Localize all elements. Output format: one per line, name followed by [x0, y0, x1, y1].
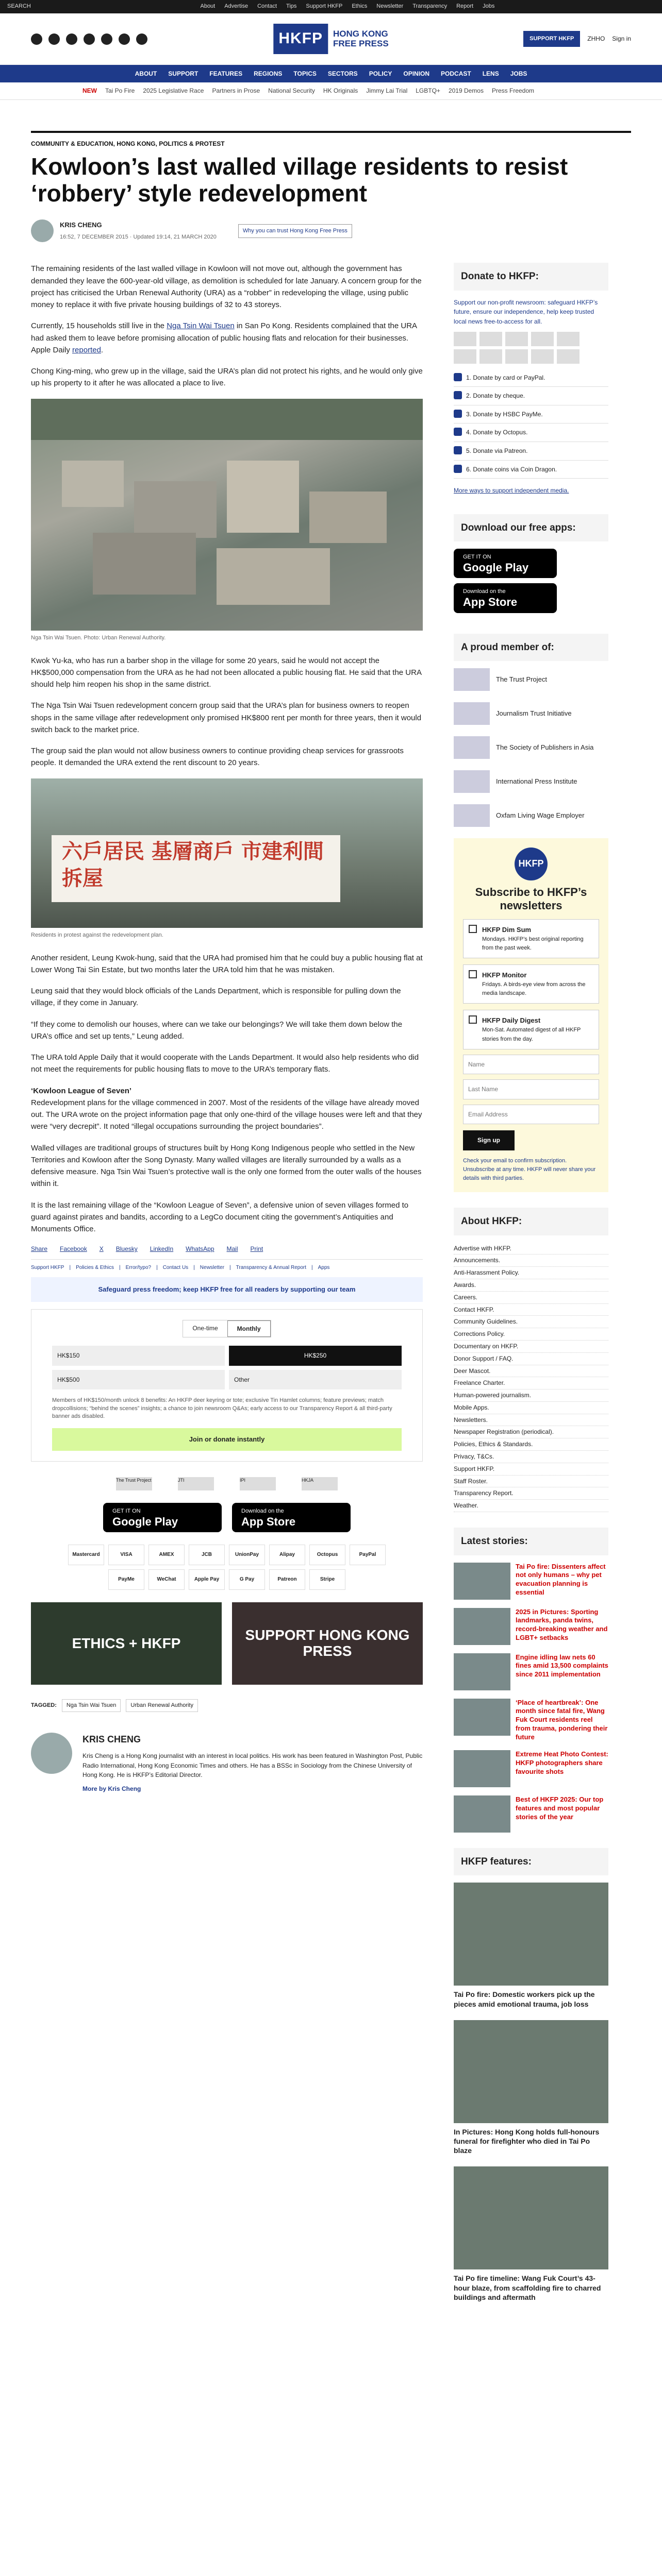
about-link[interactable]: Newspaper Registration (periodical).: [454, 1426, 608, 1438]
paragraph: “If they come to demolish our houses, where can we take our belongings? We will take them down below the URA’s office and set up tents,” Leung added.: [31, 1020, 403, 1041]
author-photo: [31, 1733, 72, 1774]
donate-method[interactable]: 3. Donate by HSBC PayMe.: [454, 405, 608, 424]
donate-method[interactable]: 1. Donate by card or PayPal.: [454, 369, 608, 387]
email-input[interactable]: Email Address: [463, 1105, 599, 1125]
story-title[interactable]: Engine idling law nets 60 fines amid 13,500 complaints since 2011 implementation: [516, 1653, 608, 1679]
footer-links: Support HKFP | Policies & Ethics | Error/typo? | Contact Us | Newsletter | Transparency & Annual Report | Apps: [31, 1259, 423, 1272]
village-aerial-photo: [31, 399, 423, 631]
newsletter-option[interactable]: HKFP Daily Digest Mon-Sat. Automated digest of all HKFP stories from the day.: [463, 1010, 599, 1049]
last-name-input[interactable]: Last Name: [463, 1079, 599, 1099]
newsletter-signup: [454, 838, 608, 1192]
share-x[interactable]: X: [99, 1245, 104, 1253]
paragraph: The Nga Tsin Wai Tsuen redevelopment concern group said that the URA’s plan for business owners to reopen shops in the same village after redevelopment only promised HK$800 rent per month for three years, then it would switch back to the market price.: [31, 701, 422, 734]
gpay-icon[interactable]: G Pay: [229, 1569, 265, 1590]
about-link[interactable]: Privacy, T&Cs.: [454, 1451, 608, 1463]
nav-item[interactable]: POLICY: [369, 70, 392, 77]
promo-banners: [31, 1602, 423, 1685]
member-benefits-text: Members of HK$150/month unlock 8 benefits: An HKFP deer keyring or tote; exclusive Tin Hamlet columns; feature previews; match dropcollisions; “behind the scenes” insights; a chance to join newsroom Q&As; early access to our Transparency Report & all third-party banner ads disabled.: [52, 1397, 392, 1420]
paragraph: Redevelopment plans for the village commenced in 2007. Most of the residents of the village have already moved out. The URA wrote on the project information page that only one-third of the village houses were left and that they were “very decrepit”. It noted “illegal occupations surrounding the project boundaries”.: [31, 1098, 422, 1131]
about-link[interactable]: Anti-Harassment Policy.: [454, 1267, 608, 1279]
nav-item[interactable]: SUPPORT: [168, 70, 198, 77]
newsletter-option[interactable]: HKFP Dim Sum Mondays. HKFP’s best original reporting from the past week.: [463, 919, 599, 958]
features-list: [454, 1883, 608, 2302]
trending-label: NEW: [82, 87, 97, 95]
card-icon[interactable]: [505, 332, 528, 346]
article-title: Kowloon’s last walled village residents to resist ‘robbery’ style redevelopment: [31, 152, 568, 207]
card-icon[interactable]: [531, 349, 554, 364]
octopus-icon[interactable]: Octopus: [309, 1545, 345, 1565]
protest-photo: [31, 778, 423, 928]
card-icon[interactable]: [531, 332, 554, 346]
nav-item[interactable]: PODCAST: [441, 70, 471, 77]
footer-link[interactable]: Policies & Ethics: [76, 1265, 114, 1271]
x-icon[interactable]: [48, 33, 60, 45]
jcb-icon[interactable]: JCB: [189, 1545, 225, 1565]
amount-option-selected[interactable]: HK$250: [229, 1346, 402, 1366]
about-link[interactable]: Mobile Apps.: [454, 1402, 608, 1414]
newsletter-option[interactable]: HKFP Monitor Fridays. A birds-eye view from across the media landscape.: [463, 964, 599, 1004]
share-bluesky[interactable]: Bluesky: [115, 1245, 138, 1253]
inline-link[interactable]: reported: [72, 345, 101, 354]
village-rooftops: [31, 399, 423, 631]
paragraph: The remaining residents of the last walled village in Kowloon will not move out, although the government has demanded they leave the 600-year-old village, as demolition is scheduled for late January. A concern group for the project has criticised the Urban Renewal Authority (URA) as a “robber” in redeveloping the village, using public money to replace it with five private housing buildings of 32 to 43 storeys.: [31, 264, 422, 310]
monthly-tab[interactable]: Monthly: [227, 1320, 271, 1337]
octopus-method-icon: [454, 428, 462, 436]
feature-title[interactable]: Tai Po fire: Domestic workers pick up the pieces amid emotional trauma, job loss: [454, 1990, 595, 2008]
trending-item[interactable]: Partners in Prose: [212, 87, 260, 95]
feature-image: [454, 2020, 608, 2123]
story-title[interactable]: Best of HKFP 2025: Our top features and most popular stories of the year: [516, 1795, 604, 1821]
trending-item[interactable]: Jimmy Lai Trial: [366, 87, 408, 95]
about-link[interactable]: Deer Mascot.: [454, 1365, 608, 1378]
share-linkedin[interactable]: LinkedIn: [150, 1245, 174, 1253]
trust-project-logo[interactable]: The Trust Project: [116, 1477, 152, 1490]
share-label: Share: [31, 1245, 48, 1253]
about-list: [454, 1243, 608, 1513]
main-nav: [0, 65, 662, 82]
story-thumbnail: [454, 1563, 510, 1600]
story-thumbnail: [454, 1750, 510, 1787]
about-link[interactable]: Support HKFP.: [454, 1463, 608, 1476]
visa-icon[interactable]: VISA: [108, 1545, 144, 1565]
feature-title[interactable]: Tai Po fire timeline: Wang Fuk Court’s 43-hour blaze, from scaffolding fire to charred buildings and aftermath: [454, 2274, 601, 2301]
tags: TAGGED: Nga Tsin Wai Tsuen Urban Renewal Authority: [31, 1699, 423, 1712]
paragraph: Leung said that they would block officials of the Lands Department, which is responsible for pulling down the village, if they come in January.: [31, 987, 401, 1008]
first-name-input[interactable]: Name: [463, 1055, 599, 1075]
onetime-tab[interactable]: One-time: [192, 1324, 218, 1332]
article-body: [31, 263, 423, 2313]
about-link[interactable]: Newsletters.: [454, 1414, 608, 1427]
card-icon[interactable]: [479, 349, 502, 364]
linkedin-icon[interactable]: [101, 33, 112, 45]
jti-logo[interactable]: JTI: [178, 1477, 214, 1490]
about-link[interactable]: Corrections Policy.: [454, 1328, 608, 1341]
card-icon[interactable]: [479, 332, 502, 346]
about-link[interactable]: Donor Support / FAQ.: [454, 1353, 608, 1365]
donate-intro[interactable]: Support our non-profit newsroom: safeguard HKFP’s future, ensure our independence, help keep trusted local news free-to-access for all.: [454, 298, 598, 325]
nav-item[interactable]: ABOUT: [135, 70, 157, 77]
paragraph: Chong King-ming, who grew up in the village, said the URA’s plan did not protect his rights, and he would only give up his property to it after he was allocated a place to live.: [31, 367, 423, 388]
ipi-logo[interactable]: IPI: [240, 1477, 276, 1490]
trending-item[interactable]: 2025 Legislative Race: [143, 87, 204, 95]
paragraph: The group said the plan would not allow business owners to continue providing cheap services for grassroots people. It demanded the URA extend the rent discount to 20 years.: [31, 747, 404, 768]
trending-item[interactable]: 2019 Demos: [448, 87, 484, 95]
alipay-icon[interactable]: Alipay: [269, 1545, 305, 1565]
feature-story[interactable]: [454, 1883, 608, 2008]
top-utility-bar: [0, 0, 662, 13]
wechat-icon[interactable]: WeChat: [148, 1569, 185, 1590]
util-link[interactable]: Jobs: [483, 3, 495, 10]
card-icon[interactable]: [505, 349, 528, 364]
trending-item[interactable]: National Security: [268, 87, 315, 95]
whatsapp-icon[interactable]: [119, 33, 130, 45]
story-thumbnail: [454, 1653, 510, 1690]
patreon-icon[interactable]: Patreon: [269, 1569, 305, 1590]
footer-link[interactable]: Error/typo?: [125, 1265, 152, 1271]
app-store-button[interactable]: Download on the App Store: [454, 583, 557, 613]
card-icon[interactable]: [557, 332, 580, 346]
inline-link[interactable]: Nga Tsin Wai Tsuen: [167, 321, 235, 331]
latest-story[interactable]: [454, 1750, 608, 1787]
checkbox: [469, 1015, 477, 1024]
unionpay-icon[interactable]: UnionPay: [229, 1545, 265, 1565]
about-link[interactable]: Announcements.: [454, 1255, 608, 1267]
nav-item[interactable]: JOBS: [510, 70, 527, 77]
util-link[interactable]: Tips: [286, 3, 297, 10]
social-icons: [31, 33, 147, 45]
nav-item[interactable]: REGIONS: [254, 70, 283, 77]
hkja-logo[interactable]: HKJA: [302, 1477, 338, 1490]
card-icon[interactable]: [454, 349, 476, 364]
protest-banner: 六戶居民 基層商戶 市建利間 拆屋: [52, 835, 340, 902]
card-icon[interactable]: [454, 332, 476, 346]
paragraph: Walled villages are traditional groups of structures built by Hong Kong Indigenous people who settled in the New Territories and Kowloon after the Song Dynasty. Many walled villages are literally surrounded by a walls as a defensive measure. Nga Tsin Wai Tsuen’s protective wall is the only one formed from the outer walls of the houses within it.: [31, 1143, 422, 1189]
support-promo[interactable]: SUPPORT HONG KONG PRESS: [232, 1602, 423, 1685]
donation-widget: [31, 1309, 423, 1462]
story-title[interactable]: Tai Po fire: Dissenters affect not only humans – why pet evacuation planning is essential: [516, 1562, 606, 1597]
author-box: [31, 1733, 423, 1793]
app-store-buttons: [31, 1503, 423, 1532]
tag[interactable]: Nga Tsin Wai Tsuen: [62, 1699, 121, 1712]
about-link[interactable]: Contact HKFP.: [454, 1304, 608, 1316]
footer-link[interactable]: Transparency & Annual Report: [236, 1265, 307, 1271]
member-logo[interactable]: The Society of Publishers in Asia: [454, 736, 608, 759]
amount-other[interactable]: Other: [229, 1370, 402, 1390]
more-by-author-link[interactable]: More by Kris Cheng: [82, 1785, 141, 1792]
youtube-icon[interactable]: [84, 33, 95, 45]
member-logo[interactable]: International Press Institute: [454, 770, 608, 793]
latest-story[interactable]: [454, 1563, 608, 1600]
paragraph: The URA told Apple Daily that it would cooperate with the Lands Department. It would also help residents who did not meet the requirements for public housing flats to move to the URA’s temporary flats.: [31, 1053, 419, 1074]
ethics-promo[interactable]: ETHICS + HKFP: [31, 1602, 222, 1685]
util-link[interactable]: Support HKFP: [306, 3, 343, 10]
title-rule: [31, 131, 631, 133]
story-title[interactable]: ‘Place of heartbreak’: One month since fatal fire, Wang Fuk Court residents reel from trauma, pondering their future: [516, 1698, 608, 1741]
util-link[interactable]: Newsletter: [376, 3, 404, 10]
article-categories[interactable]: COMMUNITY & EDUCATION, HONG KONG, POLITICS & PROTEST: [31, 140, 225, 147]
author-bio: Kris Cheng is a Hong Kong journalist with an interest in local politics. His work has been featured in Washington Post, Public Radio International, Hong Kong Economic Times and others. He has a BSSc in Sociology from the Chinese University of Hong Kong. He is HKFP’s Editorial Director.: [82, 1752, 423, 1779]
feature-story[interactable]: [454, 2020, 608, 2156]
amount-option[interactable]: HK$500: [52, 1370, 225, 1390]
latest-story[interactable]: [454, 1699, 608, 1742]
payme-method-icon: [454, 410, 462, 418]
footer-link[interactable]: Newsletter: [200, 1265, 225, 1271]
footer-link[interactable]: Contact Us: [162, 1265, 189, 1271]
paypal-icon[interactable]: PayPal: [350, 1545, 386, 1565]
paragraph: Currently, 15 households still live in the Nga Tsin Wai Tsuen in San Po Kong. Residents complained that the URA had asked them to leave before promising allocation of public housing flats and relocation for their businesses. Apple Daily reported.: [31, 321, 417, 354]
author-name[interactable]: KRIS CHENG: [60, 221, 102, 229]
about-link[interactable]: Careers.: [454, 1292, 608, 1304]
story-title[interactable]: Extreme Heat Photo Contest: HKFP photographers share favourite shots: [516, 1750, 608, 1775]
about-link[interactable]: Human-powered journalism.: [454, 1389, 608, 1402]
search-link[interactable]: SEARCH: [7, 3, 31, 10]
share-bar: [31, 1244, 423, 1254]
trending-item[interactable]: Press Freedom: [491, 87, 535, 95]
facebook-icon[interactable]: [31, 33, 42, 45]
about-link[interactable]: Community Guidelines.: [454, 1316, 608, 1328]
site-logo[interactable]: HKFP HONG KONG FREE PRESS: [273, 24, 388, 54]
payme-icon[interactable]: PayMe: [108, 1569, 144, 1590]
cheque-icon: [454, 391, 462, 399]
about-link[interactable]: Freelance Charter.: [454, 1377, 608, 1389]
card-icon[interactable]: [557, 349, 580, 364]
amex-icon[interactable]: AMEX: [148, 1545, 185, 1565]
trust-link[interactable]: Why you can trust Hong Kong Free Press: [238, 224, 352, 238]
author-box-name[interactable]: KRIS CHENG: [82, 1734, 141, 1745]
hkfp-badge: HKFP: [515, 848, 548, 880]
share-facebook[interactable]: Facebook: [60, 1245, 87, 1253]
about-link[interactable]: Documentary on HKFP.: [454, 1341, 608, 1353]
feature-story[interactable]: [454, 2166, 608, 2302]
mastercard-icon[interactable]: Mastercard: [68, 1545, 104, 1565]
util-link[interactable]: Ethics: [352, 3, 368, 10]
sidebar-heading: About HKFP:: [454, 1208, 608, 1235]
latest-story[interactable]: [454, 1795, 608, 1833]
signup-button[interactable]: Sign up: [463, 1130, 515, 1150]
feature-image: [454, 2166, 608, 2269]
util-link[interactable]: About: [200, 3, 216, 10]
about-link[interactable]: Staff Roster.: [454, 1476, 608, 1488]
trending-item[interactable]: HK Originals: [323, 87, 358, 95]
photo-caption: Nga Tsin Wai Tsuen. Photo: Urban Renewal Authority.: [31, 634, 166, 641]
donate-method[interactable]: 5. Donate via Patreon.: [454, 442, 608, 461]
footer-link[interactable]: Apps: [318, 1265, 330, 1271]
nav-item[interactable]: LENS: [482, 70, 499, 77]
latest-stories: [454, 1563, 608, 1833]
subheading: ‘Kowloon League of Seven’: [31, 1086, 132, 1095]
latest-story[interactable]: [454, 1653, 608, 1690]
share-print[interactable]: Print: [250, 1245, 263, 1253]
newsletter-note: Check your email to confirm subscription. Unsubscribe at any time. HKFP will never share your details with third parties.: [463, 1157, 596, 1182]
google-play-button[interactable]: GET IT ON Google Play: [454, 549, 557, 578]
google-play-button[interactable]: GET IT ON Google Play: [103, 1503, 222, 1532]
sidebar-heading: Latest stories:: [454, 1528, 608, 1555]
coin-icon: [454, 465, 462, 473]
frequency-toggle: [183, 1320, 271, 1338]
article-dates: 16:52, 7 DECEMBER 2015 · Updated 19:14, 21 MARCH 2020: [60, 233, 217, 240]
nav-item[interactable]: SECTORS: [327, 70, 358, 77]
about-link[interactable]: Transparency Report.: [454, 1487, 608, 1500]
trust-badges: [31, 1477, 423, 1490]
feature-image: [454, 1883, 608, 1986]
paragraph: It is the last remaining village of the “Kowloon League of Seven”, a defensive union of seven villages formed to guard against pirates and bandits, according to a LegCo document citing the government’s Antiquities and Monuments Office.: [31, 1200, 409, 1234]
donate-method[interactable]: 4. Donate by Octopus.: [454, 423, 608, 442]
tag[interactable]: Urban Renewal Authority: [126, 1699, 198, 1712]
amount-option[interactable]: HK$150: [52, 1346, 225, 1366]
author-avatar[interactable]: [31, 219, 54, 242]
member-logo[interactable]: The Trust Project: [454, 668, 608, 691]
app-store-button[interactable]: Download on the App Store: [232, 1503, 351, 1532]
more-ways-link[interactable]: More ways to support independent media.: [454, 487, 569, 495]
safeguard-banner[interactable]: Safeguard press freedom; keep HKFP free for all readers by supporting our team: [31, 1277, 423, 1302]
checkbox: [469, 970, 477, 978]
trending-item[interactable]: LGBTQ+: [416, 87, 440, 95]
about-link[interactable]: Awards.: [454, 1279, 608, 1292]
nav-item[interactable]: OPINION: [403, 70, 430, 77]
payment-cards: [454, 332, 608, 364]
util-link[interactable]: Transparency: [412, 3, 448, 10]
paragraph: Another resident, Leung Kwok-hung, said that the URA had promised him that he could buy a public housing flat at Lower Wong Tai Sin Estate, but two months later the URA told him that he was mistaken.: [31, 953, 423, 974]
support-button[interactable]: SUPPORT HKFP: [523, 31, 580, 47]
paragraph: Kwok Yu-ka, who has run a barber shop in the village for some 20 years, said he would not accept the HK$500,000 compensation from the URA as he had not been allocated a public housing flat. He said that the URA should help him reopen his shop in the same district.: [31, 656, 422, 689]
util-link[interactable]: Report: [456, 3, 474, 10]
patreon-method-icon: [454, 446, 462, 454]
about-link[interactable]: Policies, Ethics & Standards.: [454, 1438, 608, 1451]
share-mail[interactable]: Mail: [226, 1245, 238, 1253]
signin-link[interactable]: Sign in: [612, 35, 631, 43]
instagram-icon[interactable]: [66, 33, 77, 45]
share-whatsapp[interactable]: WhatsApp: [186, 1245, 214, 1253]
util-link[interactable]: Contact: [257, 3, 277, 10]
rss-icon[interactable]: [136, 33, 147, 45]
site-header: [0, 13, 662, 65]
checkbox: [469, 925, 477, 933]
sidebar-heading: Donate to HKFP:: [454, 263, 608, 290]
language-switch[interactable]: ZHHO: [587, 35, 605, 43]
join-button[interactable]: Join or donate instantly: [52, 1428, 402, 1451]
story-thumbnail: [454, 1795, 510, 1833]
trending-bar: [0, 82, 662, 100]
footer-link[interactable]: Support HKFP: [31, 1265, 64, 1271]
nav-item[interactable]: TOPICS: [293, 70, 317, 77]
util-link[interactable]: Advertise: [224, 3, 249, 10]
story-title[interactable]: 2025 in Pictures: Sporting landmarks, panda twins, record-breaking weather and LGBT+ setbacks: [516, 1607, 608, 1642]
story-thumbnail: [454, 1608, 510, 1645]
photo-caption: Residents in protest against the redevelopment plan.: [31, 931, 163, 938]
sidebar-heading: HKFP features:: [454, 1848, 608, 1875]
story-thumbnail: [454, 1699, 510, 1736]
latest-story[interactable]: [454, 1608, 608, 1645]
about-link[interactable]: Weather.: [454, 1500, 608, 1512]
applepay-icon[interactable]: Apple Pay: [189, 1569, 225, 1590]
payment-methods: [62, 1545, 392, 1590]
sidebar: [454, 263, 608, 2313]
trending-item[interactable]: Tai Po Fire: [105, 87, 135, 95]
stripe-icon[interactable]: Stripe: [309, 1569, 345, 1590]
nav-item[interactable]: FEATURES: [209, 70, 243, 77]
card-method-icon: [454, 373, 462, 381]
feature-title[interactable]: In Pictures: Hong Kong holds full-honours funeral for firefighter who died in Tai Po blaze: [454, 2127, 600, 2155]
sidebar-heading: Download our free apps:: [454, 514, 608, 541]
member-logo[interactable]: Journalism Trust Initiative: [454, 702, 608, 725]
donate-method[interactable]: 2. Donate by cheque.: [454, 387, 608, 405]
sidebar-heading: A proud member of:: [454, 634, 608, 661]
about-link[interactable]: Advertise with HKFP.: [454, 1243, 608, 1255]
donate-method[interactable]: 6. Donate coins via Coin Dragon.: [454, 461, 608, 479]
byline: [31, 219, 631, 242]
newsletter-title: Subscribe to HKFP’s newsletters: [475, 886, 587, 912]
member-logo[interactable]: Oxfam Living Wage Employer: [454, 804, 608, 827]
